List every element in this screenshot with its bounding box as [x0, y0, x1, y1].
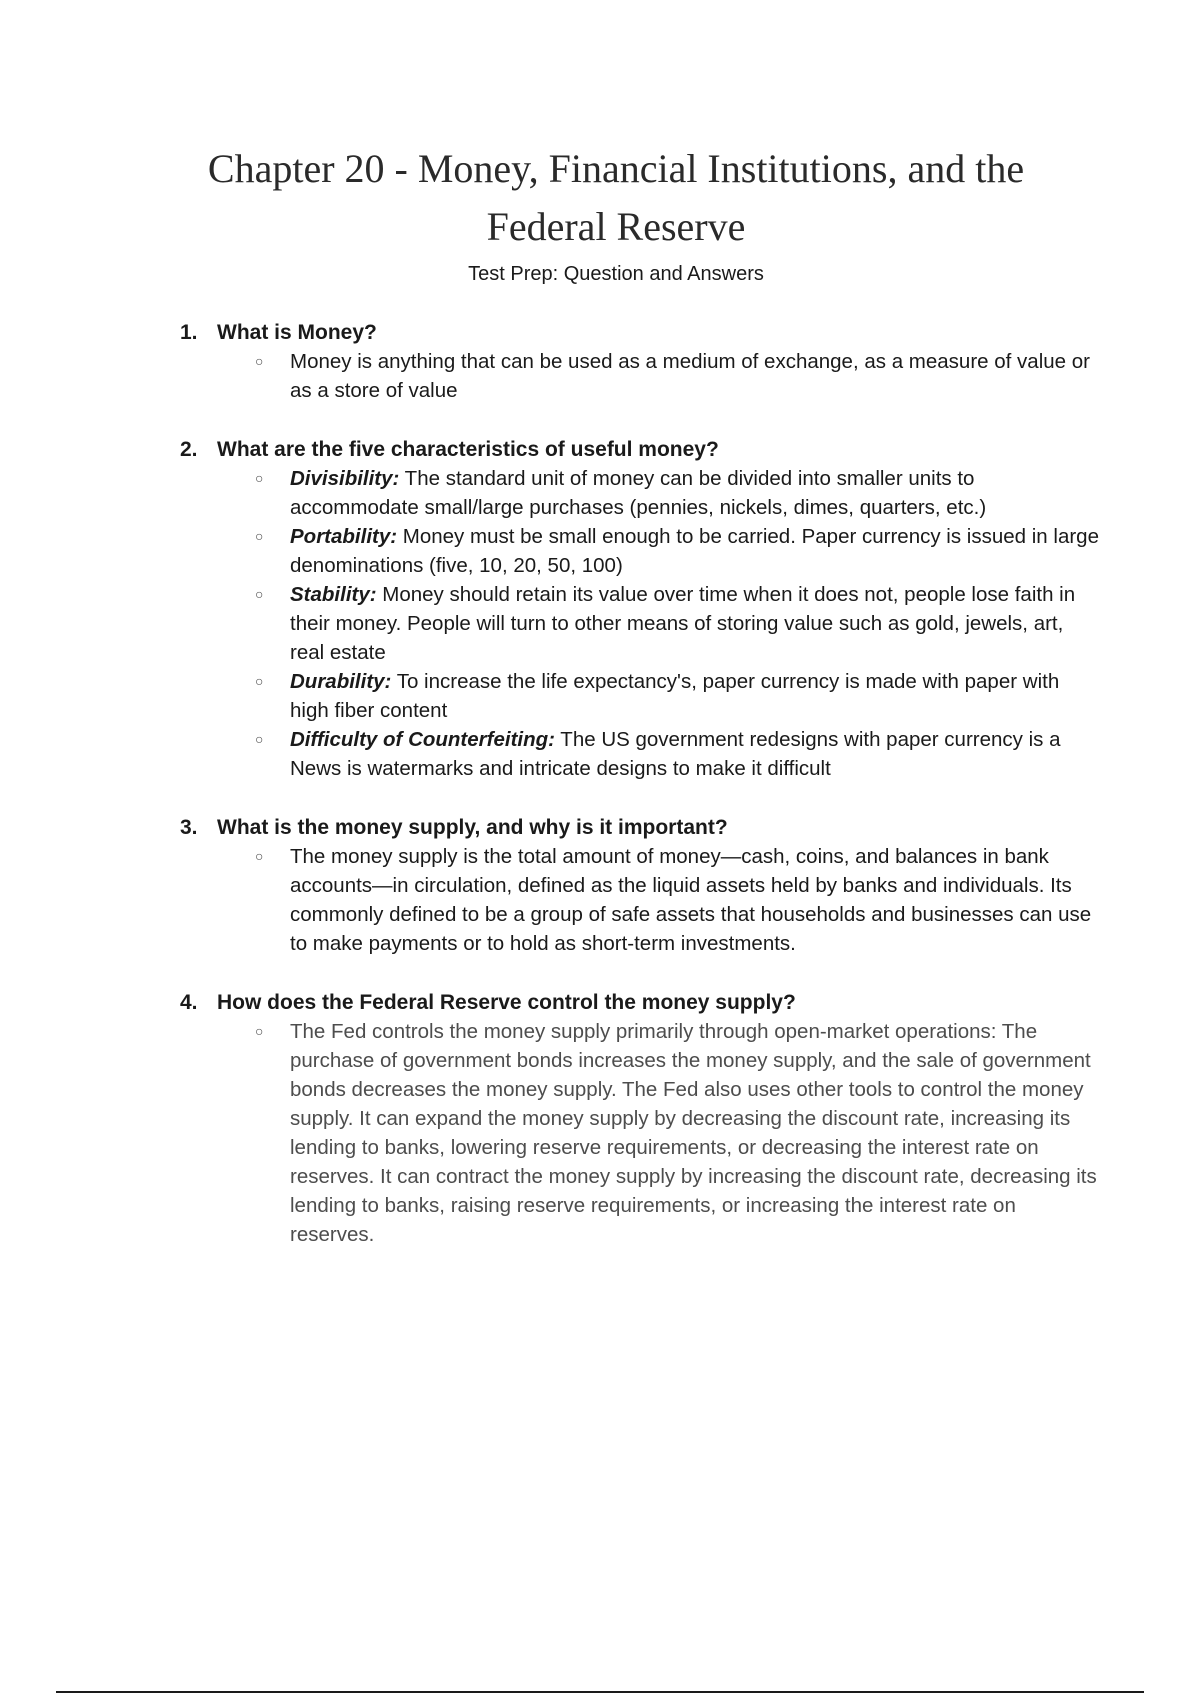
answer-item: [255, 464, 1100, 522]
answer-text: The standard unit of money can be divided into smaller units to accommodate small/large purchases (pennies, nickels, dimes, quarters, etc.): [290, 467, 987, 519]
answer-text: Money should retain its value over time when it does not, people lose faith in their money. People will turn to other means of storing value such as gold, jewels, art, real estate: [290, 583, 1076, 664]
answer-term: Stability:: [290, 583, 377, 606]
hollow-bullet-icon: ○: [255, 353, 264, 369]
hollow-bullet-icon: ○: [255, 673, 264, 689]
question-text: How does the Federal Reserve control the money supply?: [217, 991, 796, 1014]
hollow-bullet-icon: ○: [255, 586, 264, 602]
answer-item: [255, 725, 1100, 783]
answer-list: [180, 1017, 1100, 1249]
hollow-bullet-icon: ○: [255, 1023, 264, 1039]
answer-item: [255, 522, 1100, 580]
question-heading: [180, 435, 1100, 464]
page-subtitle: Test Prep: Question and Answers: [468, 263, 764, 285]
question-item: [180, 813, 1100, 958]
answer-item: [255, 1017, 1100, 1249]
question-item: [180, 435, 1100, 783]
question-heading: [180, 988, 1100, 1017]
question-text: What is Money?: [217, 321, 377, 344]
answer-item: [255, 842, 1100, 958]
hollow-bullet-icon: ○: [255, 731, 264, 747]
question-number: 3.: [180, 816, 198, 839]
question-number: 1.: [180, 321, 198, 344]
question-heading: [180, 318, 1100, 347]
question-heading: [180, 813, 1100, 842]
answer-term: Durability:: [290, 670, 392, 693]
question-text: What are the five characteristics of useful money?: [217, 438, 719, 461]
answer-term: Portability:: [290, 525, 398, 548]
question-number: 2.: [180, 438, 198, 461]
question-list: [180, 318, 1100, 1279]
hollow-bullet-icon: ○: [255, 528, 264, 544]
answer-item: [255, 667, 1100, 725]
page-title: Chapter 20 - Money, Financial Institutions, and the Federal Reserve: [207, 146, 1025, 249]
answer-item: [255, 347, 1100, 405]
question-item: [180, 988, 1100, 1249]
answer-term: Difficulty of Counterfeiting:: [290, 728, 555, 751]
answer-text: Money must be small enough to be carried. Paper currency is issued in large denominations (five, 10, 20, 50, 100): [290, 525, 1099, 577]
answer-text: The money supply is the total amount of money—cash, coins, and balances in bank accounts—in circulation, defined as the liquid assets held by banks and individuals. Its commonly defined to be a group of safe assets that households and businesses can use to make payments or to hold as short-term investments.: [290, 845, 1092, 955]
question-text: What is the money supply, and why is it important?: [217, 816, 728, 839]
hollow-bullet-icon: ○: [255, 848, 264, 864]
question-item: [180, 318, 1100, 405]
question-number: 4.: [180, 991, 198, 1014]
answer-text: Money is anything that can be used as a medium of exchange, as a measure of value or as a store of value: [290, 350, 1090, 402]
answer-text: The Fed controls the money supply primarily through open-market operations: The purchase of government bonds increases the money supply, and the sale of government bonds decreases the money supply. The Fed also uses other tools to control the money supply. It can expand the money supply by decreasing the discount rate, increasing its lending to banks, lowering reserve requirements, or decreasing the interest rate on reserves. It can contract the money supply by increasing the discount rate, decreasing its lending to banks, raising reserve requirements, or increasing the interest rate on reserves.: [290, 1020, 1097, 1246]
answer-text: To increase the life expectancy's, paper currency is made with paper with high fiber content: [290, 670, 1060, 722]
answer-list: [180, 464, 1100, 783]
answer-list: [180, 842, 1100, 958]
page-bottom-rule: [56, 1691, 1144, 1693]
answer-text: The US government redesigns with paper currency is a News is watermarks and intricate designs to make it difficult: [290, 728, 1061, 780]
hollow-bullet-icon: ○: [255, 470, 264, 486]
answer-term: Divisibility:: [290, 467, 400, 490]
answer-list: [180, 347, 1100, 405]
answer-item: [255, 580, 1100, 667]
